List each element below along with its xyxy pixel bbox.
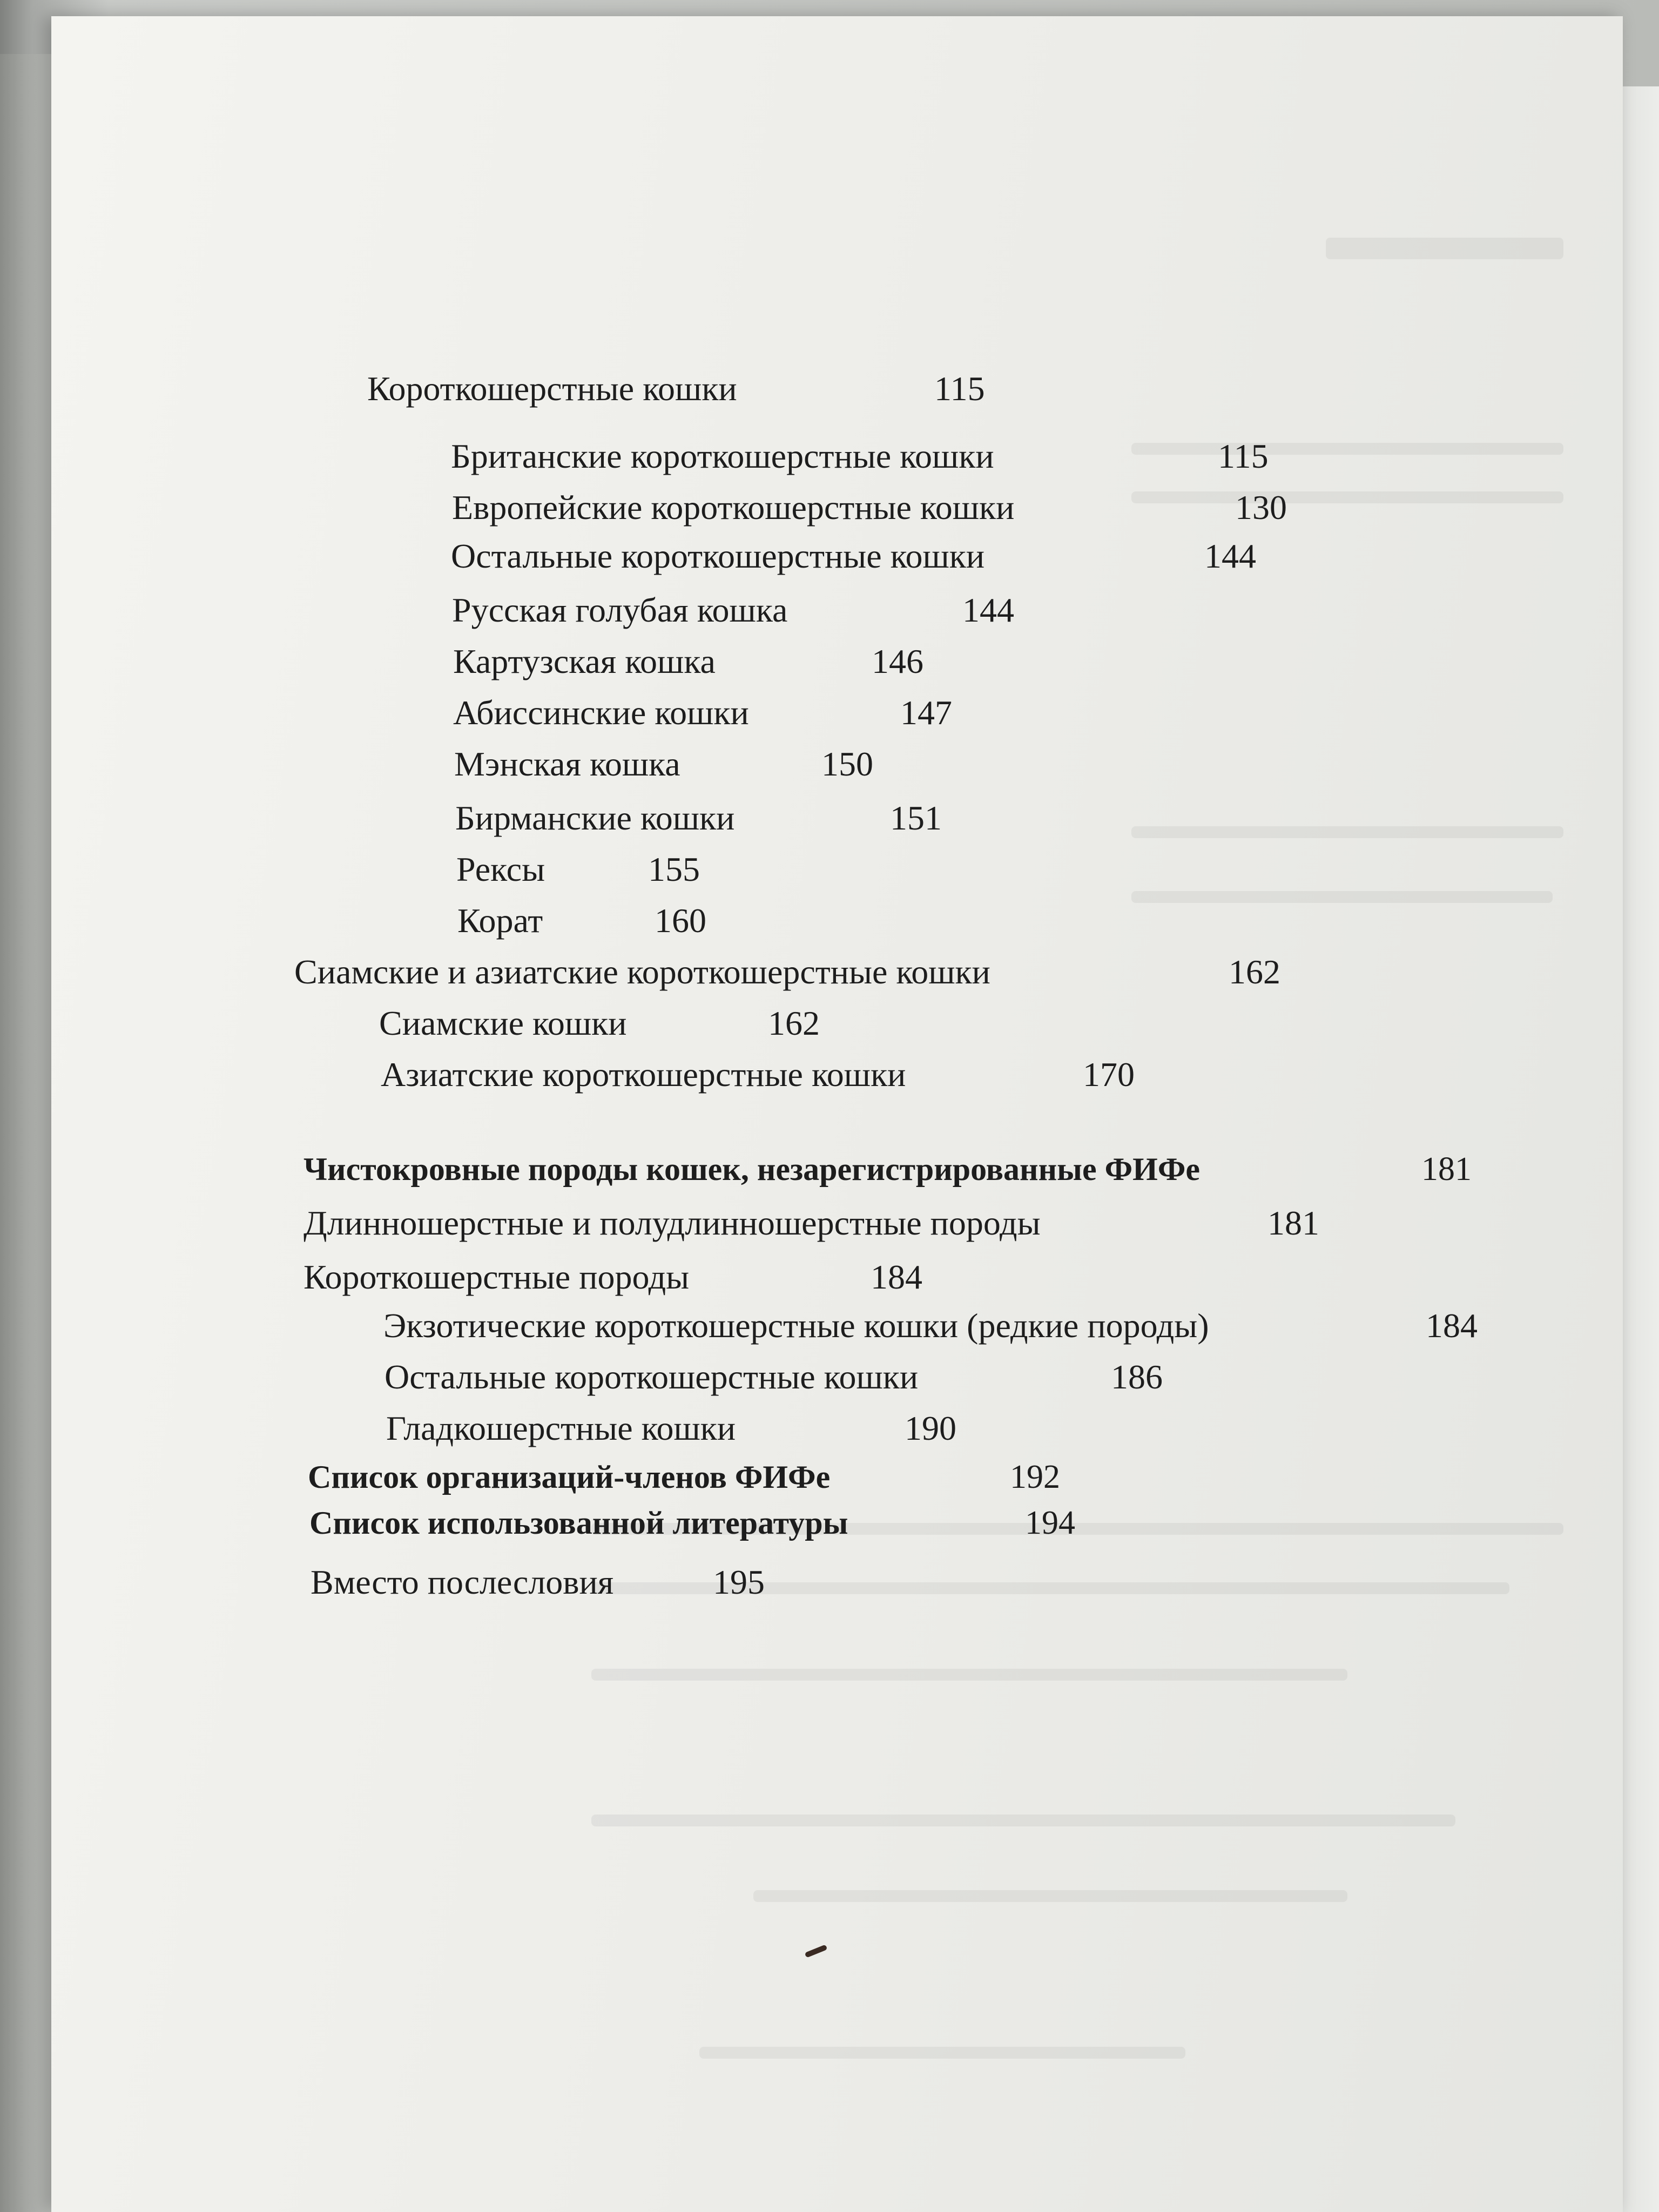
toc-entry [453,691,952,734]
toc-entry-page: 146 [872,642,923,680]
toc-entry-title: Британские короткошерстные кошки [451,437,994,475]
toc-entry [304,1202,1319,1245]
toc-entry-page: 186 [1111,1358,1163,1396]
toc-entry-title: Список организаций-членов ФИФе [308,1459,831,1495]
toc-entry-page: 194 [1025,1505,1075,1541]
toc-entry [454,743,873,786]
toc-entry [452,486,1287,529]
toc-entry [367,367,985,410]
toc-entry-page: 192 [1010,1459,1060,1495]
toc-entry-page: 181 [1267,1204,1319,1242]
toc-entry-page: 190 [905,1409,956,1447]
toc-entry [456,848,700,891]
toc-entry [385,1355,1163,1399]
toc-entry-page: 155 [648,850,700,888]
toc-entry-page: 184 [1426,1306,1478,1345]
toc-entry-page: 195 [713,1563,765,1601]
toc-entry-page: 115 [1218,437,1269,475]
toc-entry [294,950,1280,994]
toc-entry-page: 115 [934,369,985,408]
toc-entry-title: Остальные короткошерстные кошки [451,537,985,575]
toc-entry [379,1002,820,1045]
toc-entry-page: 147 [900,693,952,732]
toc-entry [383,1304,1478,1347]
toc-entry-title: Экзотические короткошерстные кошки (редкие породы) [383,1306,1209,1345]
toc-entry-title: Остальные короткошерстные кошки [385,1358,919,1396]
toc-entry-page: 170 [1083,1055,1135,1094]
toc-entry [304,1256,922,1299]
toc-entry-page: 160 [655,901,706,940]
toc-entry [311,1561,765,1604]
toc-entry [452,589,1014,632]
toc-entry-page: 151 [890,799,942,837]
toc-entry-title: Длинношерстные и полудлинношерстные породы [304,1204,1041,1242]
toc-entry-title: Сиамские и азиатские короткошерстные кошки [294,953,990,991]
toc-entry-title: Короткошерстные кошки [367,369,737,408]
toc-entry-page: 162 [1229,953,1280,991]
toc-entry-title: Европейские короткошерстные кошки [452,488,1015,527]
toc-entry [381,1053,1135,1096]
toc-section-heading [308,1455,1060,1499]
toc-entry [451,535,1256,578]
toc-entry-title: Русская голубая кошка [452,591,788,629]
toc-entry-title: Картузская кошка [453,642,716,680]
toc-entry-page: 162 [768,1004,820,1042]
toc-entry-title: Корат [457,901,543,940]
toc-section-heading [309,1501,1075,1545]
toc-entry-title: Гладкошерстные кошки [386,1409,736,1447]
book-page [51,16,1623,2212]
toc-entry-title: Список использованной литературы [309,1505,848,1541]
toc-entry-title: Азиатские короткошерстные кошки [381,1055,906,1094]
toc-entry-title: Мэнская кошка [454,745,680,783]
toc-entry-title: Рексы [456,850,545,888]
toc-entry-title: Короткошерстные породы [304,1258,690,1296]
toc-entry-page: 144 [962,591,1014,629]
toc-entry-title: Чистокровные породы кошек, незарегистрированные ФИФе [304,1151,1201,1187]
toc-entry [451,435,1269,478]
toc-section-heading [304,1148,1472,1191]
toc-entry-page: 150 [821,745,873,783]
toc-entry [455,797,942,840]
toc-entry-title: Бирманские кошки [455,799,735,837]
toc-entry [453,640,923,683]
toc-entry [457,899,706,942]
toc-entry-title: Вместо послесловия [311,1563,614,1601]
table-of-contents [51,16,1623,2212]
toc-entry-page: 130 [1235,488,1287,527]
toc-entry-page: 144 [1204,537,1256,575]
toc-entry-page: 181 [1421,1151,1472,1188]
toc-entry-title: Сиамские кошки [379,1004,627,1042]
toc-entry-title: Абиссинские кошки [453,693,749,732]
toc-entry-page: 184 [871,1258,922,1296]
toc-entry [386,1407,956,1450]
